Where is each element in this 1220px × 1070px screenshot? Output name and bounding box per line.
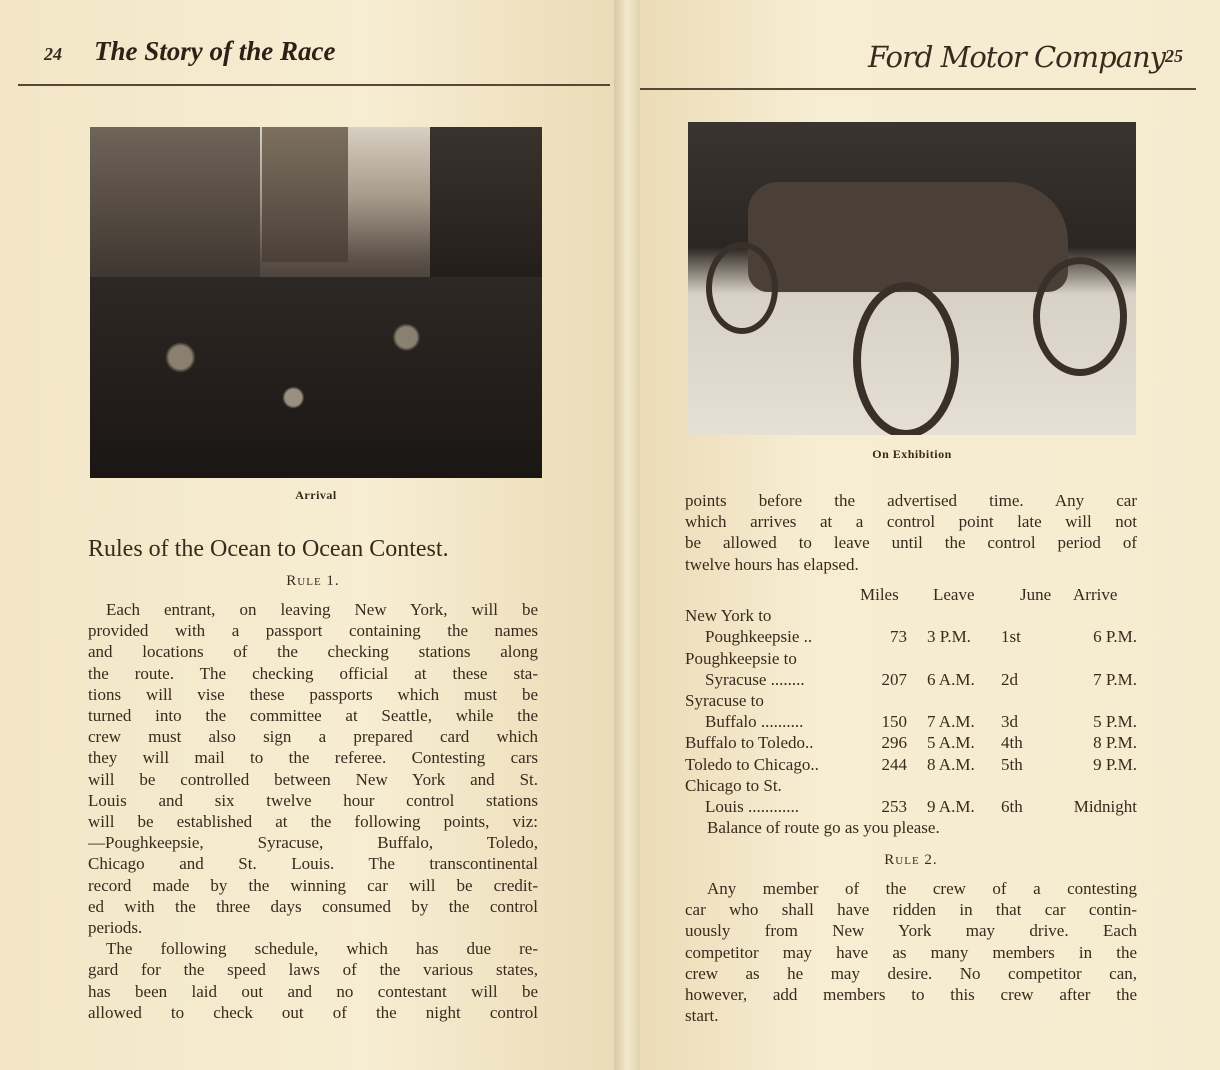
rule-label: Rule 2. (884, 852, 938, 868)
miles-cell: 207 (881, 669, 907, 689)
table-row (685, 754, 1137, 775)
text-line: the route. The checking official at these sta- (88, 663, 538, 683)
column-header: Arrive (1073, 585, 1118, 604)
text-line: crew must also sign a prepared card which (88, 727, 538, 747)
route-from (685, 690, 1137, 711)
table-row (685, 796, 1137, 817)
route-from (685, 775, 1137, 796)
june-cell: 5th (1001, 754, 1023, 774)
text-line: twelve hours has elapsed. (685, 554, 859, 574)
column-header: Miles (860, 585, 899, 604)
miles-cell: 150 (881, 712, 907, 732)
table-row (685, 626, 1137, 647)
route-origin: Chicago to St. (685, 775, 782, 795)
section-heading: Rules of the Ocean to Ocean Contest. (88, 536, 449, 562)
rule-label: Rule 1. (286, 573, 340, 589)
text-line: turned into the committee at Seattle, while the (88, 706, 538, 726)
text-line: provided with a passport containing the names (88, 621, 538, 641)
arrive-cell: 5 P.M. (1093, 712, 1137, 732)
book-gutter (614, 0, 640, 1070)
route-destination: Louis ............ (705, 796, 799, 816)
leave-cell: 7 A.M. (927, 712, 975, 732)
leave-cell: 8 A.M. (927, 754, 975, 774)
text-line: will be controlled between New York and St. (88, 769, 538, 789)
column-header: Leave (933, 585, 975, 604)
text-line: has been laid out and no contestant will be (88, 981, 538, 1001)
miles-cell: 253 (881, 796, 907, 816)
rule1-continuation (685, 490, 1137, 575)
text-line: Chicago and St. Louis. The transcontinental (88, 854, 538, 874)
exhibition-car-photo (688, 122, 1136, 435)
text-line: points before the advertised time. Any car (685, 491, 1137, 510)
leave-cell: 3 P.M. (927, 627, 971, 647)
running-title: The Story of the Race (94, 36, 336, 66)
arrive-cell: 7 P.M. (1093, 669, 1137, 689)
text-line: competitor may have as many members in the (685, 942, 1137, 962)
june-cell: 4th (1001, 733, 1023, 753)
route-origin: New York to (685, 606, 772, 626)
schedule-table (685, 584, 1137, 838)
route-destination: Poughkeepsie .. (705, 627, 813, 647)
text-line: Any member of the crew of a contesting (707, 879, 1137, 898)
june-cell: 2d (1001, 669, 1018, 689)
route-destination: Buffalo .......... (705, 712, 804, 732)
schedule-footer: Balance of route go as you please. (707, 818, 940, 838)
text-line: which arrives at a control point late will not (685, 512, 1137, 532)
page-number: 24 (44, 44, 62, 64)
table-row (685, 711, 1137, 732)
leave-cell: 6 A.M. (927, 669, 975, 689)
text-line: tions will vise these passports which must be (88, 684, 538, 704)
text-line: —Poughkeepsie, Syracuse, Buffalo, Toledo, (88, 833, 538, 853)
text-line: however, add members to this crew after the (685, 985, 1137, 1005)
arrive-cell: 8 P.M. (1093, 733, 1137, 753)
route-destination: Toledo to Chicago.. (685, 754, 819, 774)
route-origin: Poughkeepsie to (685, 648, 797, 668)
ford-logo: Ford Motor Company (868, 40, 1166, 74)
text-line: ed with the three days consumed by the control (88, 896, 538, 916)
june-cell: 6th (1001, 796, 1023, 816)
rule2-paragraph (685, 878, 1137, 1026)
leave-cell: 9 A.M. (927, 796, 975, 816)
route-from (685, 605, 1137, 626)
table-row (685, 669, 1137, 690)
photo-caption: On Exhibition (872, 447, 952, 461)
arrive-cell: Midnight (1073, 796, 1137, 816)
miles-cell: 296 (881, 733, 907, 753)
miles-cell: 244 (881, 754, 907, 774)
text-line: will be established at the following points, viz: (88, 812, 538, 832)
text-line: gard for the speed laws of the various states, (88, 960, 538, 980)
text-line: car who shall have ridden in that car contin- (685, 900, 1137, 920)
text-line: Each entrant, on leaving New York, will be (106, 600, 538, 619)
arrival-photo (90, 127, 542, 478)
header-rule (18, 84, 610, 86)
text-line: start. (685, 1006, 719, 1026)
header-rule (640, 88, 1196, 90)
route-destination: Buffalo to Toledo.. (685, 733, 814, 753)
rule1-paragraph (88, 599, 538, 1023)
june-cell: 3d (1001, 712, 1018, 732)
table-header (685, 584, 1137, 605)
photo-caption: Arrival (295, 488, 337, 502)
june-cell: 1st (1001, 627, 1021, 647)
miles-cell: 73 (890, 627, 907, 647)
text-line: record made by the winning car will be credit- (88, 875, 538, 895)
text-line: be allowed to leave until the control period of (685, 533, 1137, 553)
leave-cell: 5 A.M. (927, 733, 975, 753)
text-line: The following schedule, which has due re- (106, 939, 538, 959)
text-line: uously from New York may drive. Each (685, 921, 1137, 941)
page-number: 25 (1165, 46, 1183, 66)
route-origin: Syracuse to (685, 690, 764, 710)
route-from (685, 648, 1137, 669)
arrive-cell: 6 P.M. (1093, 627, 1137, 647)
route-destination: Syracuse ........ (705, 669, 805, 689)
arrive-cell: 9 P.M. (1093, 754, 1137, 774)
text-line: they will mail to the referee. Contesting cars (88, 748, 538, 768)
column-header: June (1020, 585, 1052, 604)
table-row (685, 732, 1137, 753)
text-line: Louis and six twelve hour control stations (88, 790, 538, 810)
text-line: and locations of the checking stations along (88, 642, 538, 662)
text-line: periods. (88, 918, 143, 938)
text-line: crew as he may desire. No competitor can, (685, 963, 1137, 983)
text-line: allowed to check out of the night control (88, 1002, 538, 1022)
